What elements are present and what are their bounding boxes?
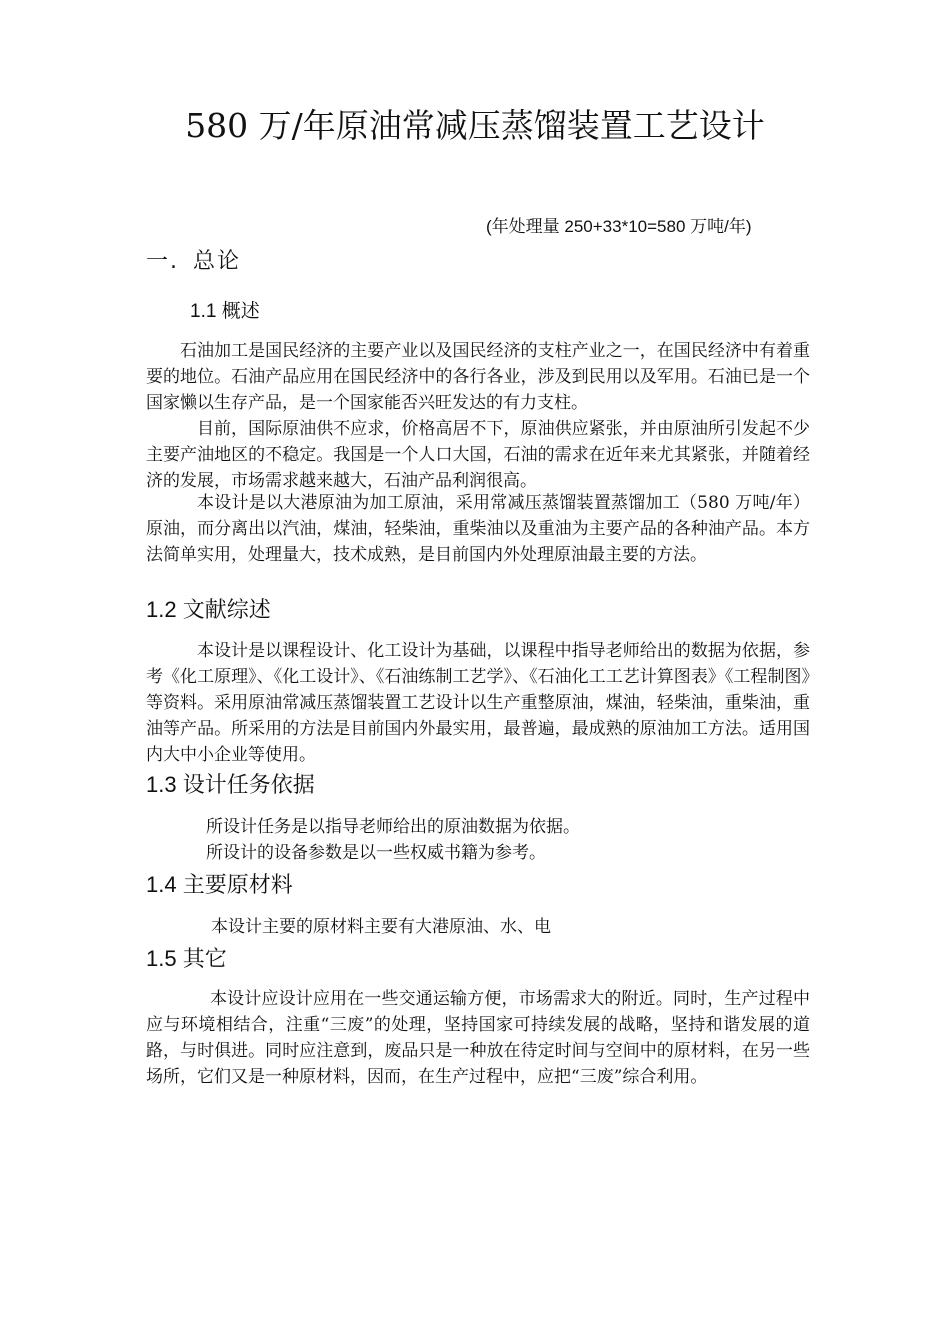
section-1-1-paragraph-3: 本设计是以大港原油为加工原油，采用常减压蒸馏装置蒸馏加工（580 万吨/年）原油，而分离出以汽油，煤油，轻柴油，重柴油以及重油为主要产品的各种油产品。本方法简单实用，处理量大，技术成熟，是目前国内外处理原油最主要的方法。 — [146, 493, 810, 565]
section-1-3-heading: 1.3 设计任务依据 — [146, 772, 315, 797]
section-1-1-heading: 1.1 概述 — [190, 301, 260, 322]
chapter-heading — [146, 244, 241, 275]
document-subtitle: (年处理量 250+33*10=580 万吨/年) — [486, 217, 752, 236]
section-1-3-line-1: 所设计任务是以指导老师给出的原油数据为依据。 — [206, 817, 580, 837]
section-1-2-heading: 1.2 文献综述 — [146, 597, 271, 622]
section-1-4-heading: 1.4 主要原材料 — [146, 872, 293, 897]
section-1-1-paragraph-1: 石油加工是国民经济的主要产业以及国民经济的支柱产业之一，在国民经济中有着重要的地位。石油产品应用在国民经济中的各行各业，涉及到民用以及军用。石油已是一个国家懒以生存产品，是一个国家能否兴旺发达的有力支柱。 — [146, 341, 810, 413]
section-1-5-paragraph-1: 本设计应设计应用在一些交通运输方便，市场需求大的附近。同时，生产过程中应与环境相结合，注重“三废”的处理，坚持国家可持续发展的战略，坚持和谐发展的道路，与时俱进。同时应注意到，废品只是一种放在待定时间与空间中的原材料，在另一些场所，它们又是一种原材料，因而，在生产过程中，应把“三废”综合利用。 — [146, 989, 810, 1087]
document-title: 580 万/年原油常减压蒸馏装置工艺设计 — [185, 106, 765, 145]
section-1-5-heading: 1.5 其它 — [146, 946, 227, 971]
section-1-3-line-2: 所设计的设备参数是以一些权威书籍为参考。 — [206, 843, 546, 863]
section-1-4-line-1: 本设计主要的原材料主要有大港原油、水、电 — [211, 917, 551, 937]
chapter-title: 总论 — [193, 249, 242, 274]
chapter-number: 一. — [146, 249, 179, 274]
section-1-2-paragraph-1: 本设计是以课程设计、化工设计为基础，以课程中指导老师给出的数据为依据，参考《化工原理》、《化工设计》、《石油练制工艺学》、《石油化工工艺计算图表》《工程制图》等资料。采用原油常减压蒸馏装置工艺设计以生产重整原油，煤油，轻柴油，重柴油，重油等产品。所采用的方法是目前国内外最实用，最普遍，最成熟的原油加工方法。适用国内大中小企业等使用。 — [146, 641, 810, 765]
section-1-1-paragraph-2: 目前，国际原油供不应求，价格高居不下，原油供应紧张，并由原油所引发起不少主要产油地区的不稳定。我国是一个人口大国，石油的需求在近年来尤其紧张，并随着经济的发展，市场需求越来越大，石油产品利润很高。 — [146, 419, 810, 491]
